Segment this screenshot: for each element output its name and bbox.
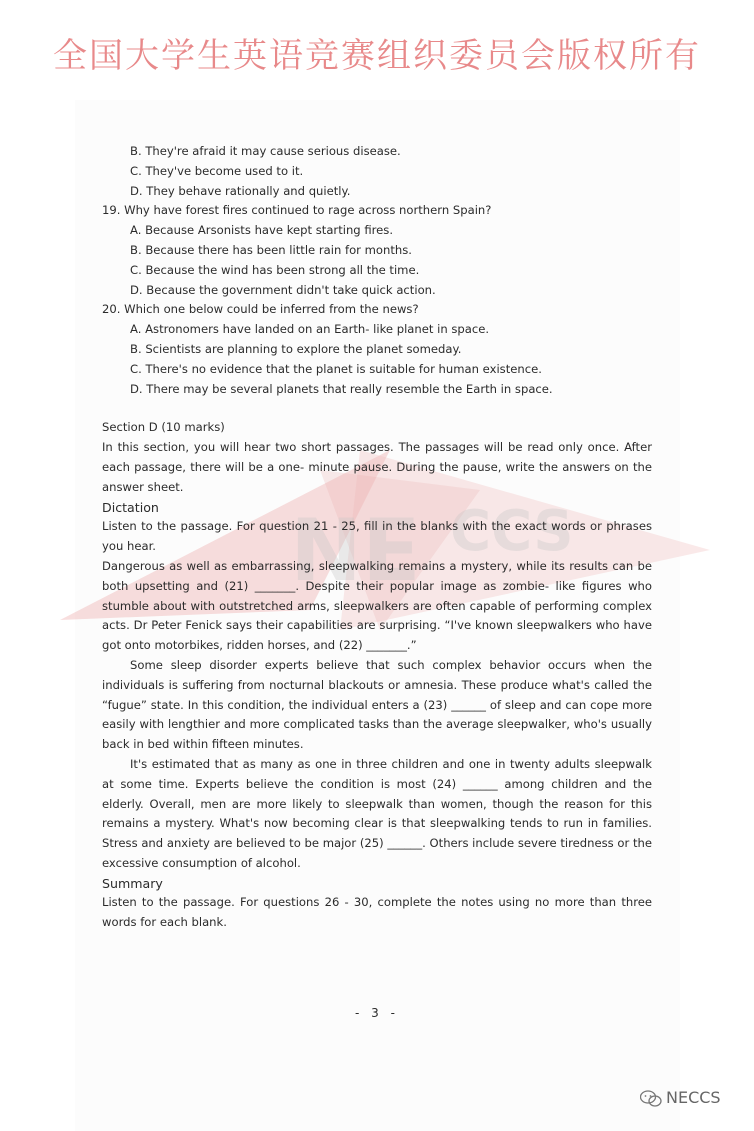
q18-option-d: D. They behave rationally and quietly.	[130, 183, 351, 198]
page-number: - 3 -	[355, 1006, 399, 1020]
q19-option-d: D. Because the government didn't take quick action.	[130, 282, 436, 297]
q20-option-a: A. Astronomers have landed on an Earth- like planet in space.	[130, 322, 490, 337]
section-d-title: Section D (10 marks)	[102, 420, 225, 435]
wechat-icon	[640, 1090, 662, 1108]
q20-option-d: D. There may be several planets that really resemble the Earth in space.	[130, 381, 553, 396]
dictation-heading: Dictation	[102, 499, 159, 515]
dictation-paragraph-2: Some sleep disorder experts believe that such complex behavior occurs when the individuals is suffering from nocturnal blackouts or amnesia. These produce what's called the “fugue” state. In this condition, the individual enters a (23) ______ of sleep and can cope more easily with lengthier and more complicated tasks than the average sleepwalker, who's usually back in bed within fifteen minutes.	[102, 657, 652, 752]
q20-option-b: B. Scientists are planning to explore the planet someday.	[130, 341, 462, 356]
copyright-header: 全国大学生英语竞赛组织委员会版权所有	[53, 36, 701, 76]
logo-text: NECCS	[666, 1088, 721, 1107]
q19-option-a: A. Because Arsonists have kept starting fires.	[130, 223, 394, 238]
neccs-logo	[640, 1088, 721, 1108]
q19-option-b: B. Because there has been little rain for months.	[130, 242, 412, 257]
summary-instruction: Listen to the passage. For questions 26 - 30, complete the notes using no more than three words for each blank.	[102, 895, 652, 930]
section-d-intro: In this section, you will hear two short passages. The passages will be read only once. After each passage, there will be a one- minute pause. During the pause, write the answers on the answer sheet.	[102, 440, 652, 494]
summary-heading: Summary	[102, 875, 163, 891]
q20-question: 20. Which one below could be inferred from the news?	[102, 302, 419, 317]
q18-option-c: C. They've become used to it.	[130, 163, 304, 178]
dictation-paragraph-3: It's estimated that as many as one in three children and one in twenty adults sleepwalk at some time. Experts believe the condition is most (24) ______ among children and the elderly. Overall, men are more likely to sleepwalk than women, though the reason for this remains a mystery. What's now becoming clear is that sleepwalking tends to run in families. Stress and anxiety are believed to be major (25) ______. Others include severe tiredness or the excessive consumption of alcohol.	[102, 756, 652, 870]
q18-option-b: B. They're afraid it may cause serious disease.	[130, 144, 401, 158]
dictation-instruction: Listen to the passage. For question 21 - 25, fill in the blanks with the exact words or phrases you hear.	[102, 519, 652, 554]
dictation-paragraph-1: Dangerous as well as embarrassing, sleepwalking remains a mystery, while its results can be both upsetting and (21) _______. Despite their popular image as zombie- like figures who stumble about with outstretched arms, sleepwalkers are often capable of performing complex acts. Dr Peter Fenick says their capabilities are surprising. “I've known sleepwalkers who have got onto motorbikes, ridden horses, and (22) _______.”	[102, 558, 652, 653]
q19-question: 19. Why have forest fires continued to rage across northern Spain?	[102, 203, 492, 218]
exam-content	[102, 142, 652, 933]
q19-option-c: C. Because the wind has been strong all the time.	[130, 262, 420, 277]
q20-option-c: C. There's no evidence that the planet is suitable for human existence.	[130, 361, 542, 376]
